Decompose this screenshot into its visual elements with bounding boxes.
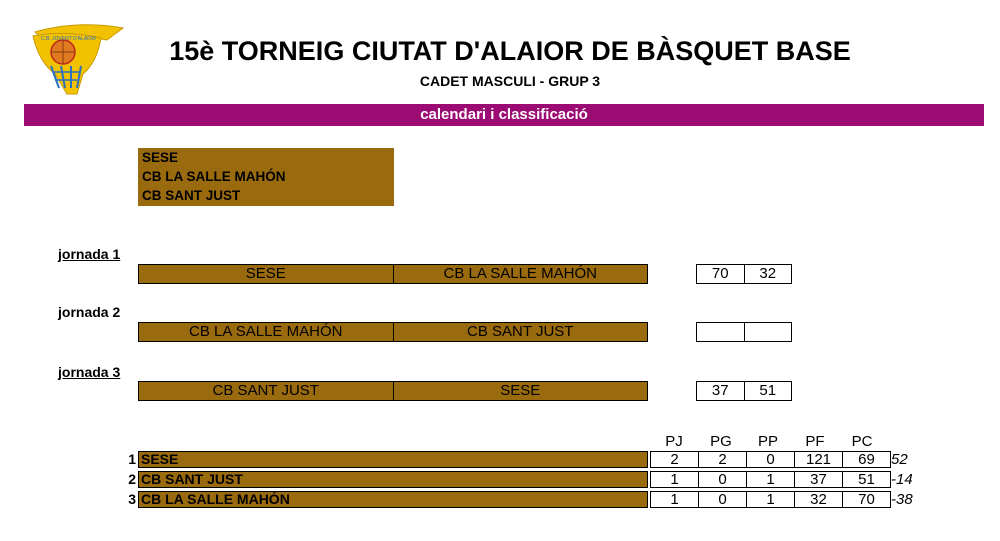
standings-stats (650, 491, 891, 508)
stat-pf: 32 (794, 492, 842, 507)
col-header-pc: PC (851, 433, 873, 450)
standings-team: CB SANT JUST (138, 471, 648, 488)
col-header-pj: PJ (665, 433, 683, 450)
stat-pj: 2 (670, 451, 679, 468)
jornada-label: jornada 3 (58, 364, 121, 380)
team-item: CB SANT JUST (142, 188, 241, 203)
col-header-pp: PP (757, 433, 778, 450)
club-logo (27, 22, 127, 96)
col-header-pg: PG (710, 433, 732, 450)
standings-team: SESE (138, 451, 648, 468)
stat-pp: 1 (746, 492, 794, 507)
page-title: 15è TORNEIG CIUTAT D'ALAIOR DE BÀSQUET BASE (169, 36, 851, 66)
stat-pj: 1 (670, 491, 679, 508)
stat-pg: 0 (698, 492, 746, 507)
stat-pj: 1 (670, 471, 679, 488)
score-box (696, 264, 792, 284)
col-header-pf: PF (805, 433, 825, 450)
stat-pc: 51 (842, 472, 890, 487)
score-home: 37 (711, 382, 729, 399)
jornada-label: jornada 2 (58, 304, 121, 320)
match-row (138, 264, 648, 284)
score-box (696, 381, 792, 401)
stat-pf: 37 (794, 472, 842, 487)
standings-team: CB LA SALLE MAHÓN (138, 491, 648, 508)
standings-stats (650, 471, 891, 488)
score-home (697, 323, 744, 341)
away-team: SESE (393, 382, 648, 400)
stat-pg: 2 (698, 452, 746, 467)
stat-pp: 0 (746, 452, 794, 467)
score-away: 51 (744, 382, 792, 400)
score-home: 70 (711, 265, 729, 282)
score-box (696, 322, 792, 342)
section-banner: calendari i classificació (24, 104, 984, 126)
score-away (744, 323, 792, 341)
team-item: SESE (142, 150, 179, 165)
rank-number: 3 (128, 491, 136, 507)
team-item: CB LA SALLE MAHÓN (142, 169, 286, 184)
away-team: CB LA SALLE MAHÓN (393, 265, 648, 283)
score-away: 32 (744, 265, 792, 283)
stat-pc: 70 (842, 492, 890, 507)
match-row (138, 322, 648, 342)
standings-stats (650, 451, 891, 468)
stat-pc: 69 (842, 452, 890, 467)
point-difference: -38 (891, 491, 913, 508)
stat-pf: 121 (794, 452, 842, 467)
page-subtitle: CADET MASCULI - GRUP 3 (419, 73, 601, 89)
point-difference: 52 (891, 451, 908, 468)
stat-pg: 0 (698, 472, 746, 487)
rank-number: 1 (128, 451, 136, 467)
logo-text: C.B. JOVENT D'ALAIOR (41, 36, 97, 42)
rank-number: 2 (128, 471, 136, 487)
home-team: SESE (245, 265, 286, 282)
stat-pp: 1 (746, 472, 794, 487)
jornada-label: jornada 1 (58, 246, 121, 262)
match-row (138, 381, 648, 401)
teams-list (138, 148, 394, 206)
home-team: CB LA SALLE MAHÓN (189, 323, 343, 340)
away-team: CB SANT JUST (393, 323, 648, 341)
point-difference: -14 (891, 471, 913, 488)
home-team: CB SANT JUST (212, 382, 319, 399)
